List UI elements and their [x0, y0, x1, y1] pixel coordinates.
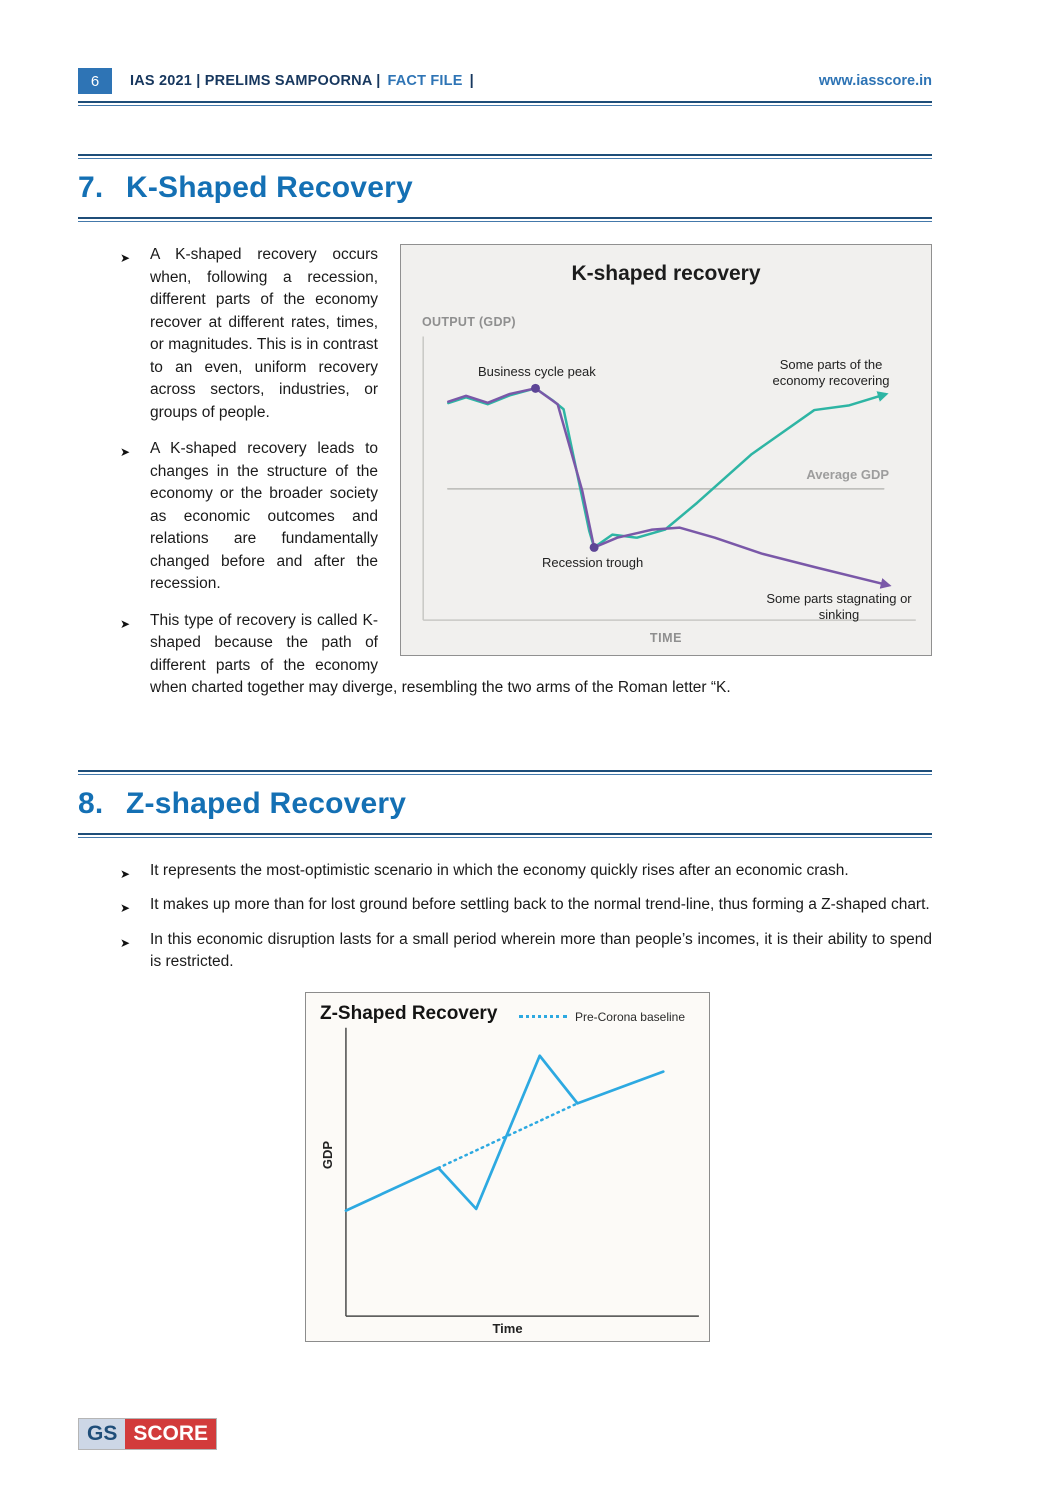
website-link[interactable]: www.iasscore.in [818, 73, 932, 89]
annotation-recovering: Some parts of the economy recovering [772, 357, 890, 389]
bullet-arrow-icon: ➤ [120, 901, 131, 915]
bullet-text: A K-shaped recovery occurs when, following a recession, different parts of the economy recover at different rates, times, or magnitudes. This is in contrast to an even, uniform recovery across sectors, industries, or groups of people. [150, 246, 378, 421]
section-7-heading [78, 171, 932, 205]
legend-label: Pre-Corona baseline [574, 1009, 685, 1024]
header-divider: | [469, 73, 474, 89]
bullet-item [120, 929, 932, 974]
logo-score: SCORE [125, 1419, 216, 1449]
section-7-body [78, 244, 932, 714]
bullet-text: In this economic disruption lasts for a small period wherein more than people’s incomes, it is their ability to spend is restricted. [150, 930, 932, 970]
bullet-text: A K-shaped recovery leads to changes in the structure of the economy or the broader society as economic outcomes and relations are fundamentally changed before and after the recession. [150, 440, 378, 592]
bullet-item [120, 438, 932, 596]
annotation-stagnating: Some parts stagnating or sinking [766, 591, 912, 623]
bullet-text: It represents the most-optimistic scenario in which the economy quickly rises after an economic crash. [150, 861, 849, 879]
z-chart-plot [306, 993, 709, 1341]
bullet-arrow-icon: ➤ [120, 616, 131, 631]
bullet-text: It makes up more than for lost ground before settling back to the normal trend-line, thus forming a Z-shaped chart. [150, 896, 930, 913]
y-axis-label: OUTPUT (GDP) [422, 315, 516, 329]
section-number: 8. [78, 786, 104, 820]
z-shaped-recovery-chart [305, 992, 710, 1342]
bullet-arrow-icon: ➤ [120, 445, 131, 459]
section-title-text: Z-shaped Recovery [126, 786, 407, 820]
logo-gs: GS [79, 1419, 125, 1449]
page-header [78, 0, 932, 94]
page-number-badge: 6 [78, 68, 112, 94]
x-axis-label: TIME [649, 631, 683, 645]
annotation-business-cycle-peak: Business cycle peak [478, 364, 596, 379]
annotation-average-gdp: Average GDP [806, 467, 889, 482]
chart-title: K-shaped recovery [571, 262, 761, 285]
chart-title: Z-Shaped Recovery [320, 1002, 498, 1024]
section-divider [78, 770, 932, 775]
section-divider [78, 833, 932, 838]
fact-file-label: FACT FILE [387, 73, 463, 89]
section-number: 7. [78, 171, 104, 204]
header-title [130, 73, 474, 89]
bullet-text: This type of recovery is called K-shaped because the path of different parts of the economy when charted together may diverge, resembling the two arms of the Roman letter “K. [150, 611, 731, 696]
section-title-text: K-Shaped Recovery [126, 171, 413, 204]
header-left-text: IAS 2021 | PRELIMS SAMPOORNA | [130, 73, 381, 89]
section-divider [78, 217, 932, 222]
bullet-item [120, 244, 932, 424]
bullet-item [120, 894, 932, 917]
section-8-heading [78, 787, 932, 821]
annotation-recession-trough: Recession trough [542, 555, 644, 570]
bullet-arrow-icon: ➤ [120, 251, 131, 265]
bullet-arrow-icon: ➤ [120, 935, 131, 950]
x-axis-label: Time [492, 1320, 523, 1336]
header-rule [78, 101, 932, 106]
section-divider [78, 154, 932, 159]
section-8-body [78, 860, 932, 974]
bullet-item [120, 860, 932, 883]
bullet-item [120, 610, 932, 700]
bullet-arrow-icon: ➤ [120, 866, 131, 881]
gs-score-logo [78, 1418, 217, 1450]
y-axis-label: GDP [320, 1140, 335, 1169]
